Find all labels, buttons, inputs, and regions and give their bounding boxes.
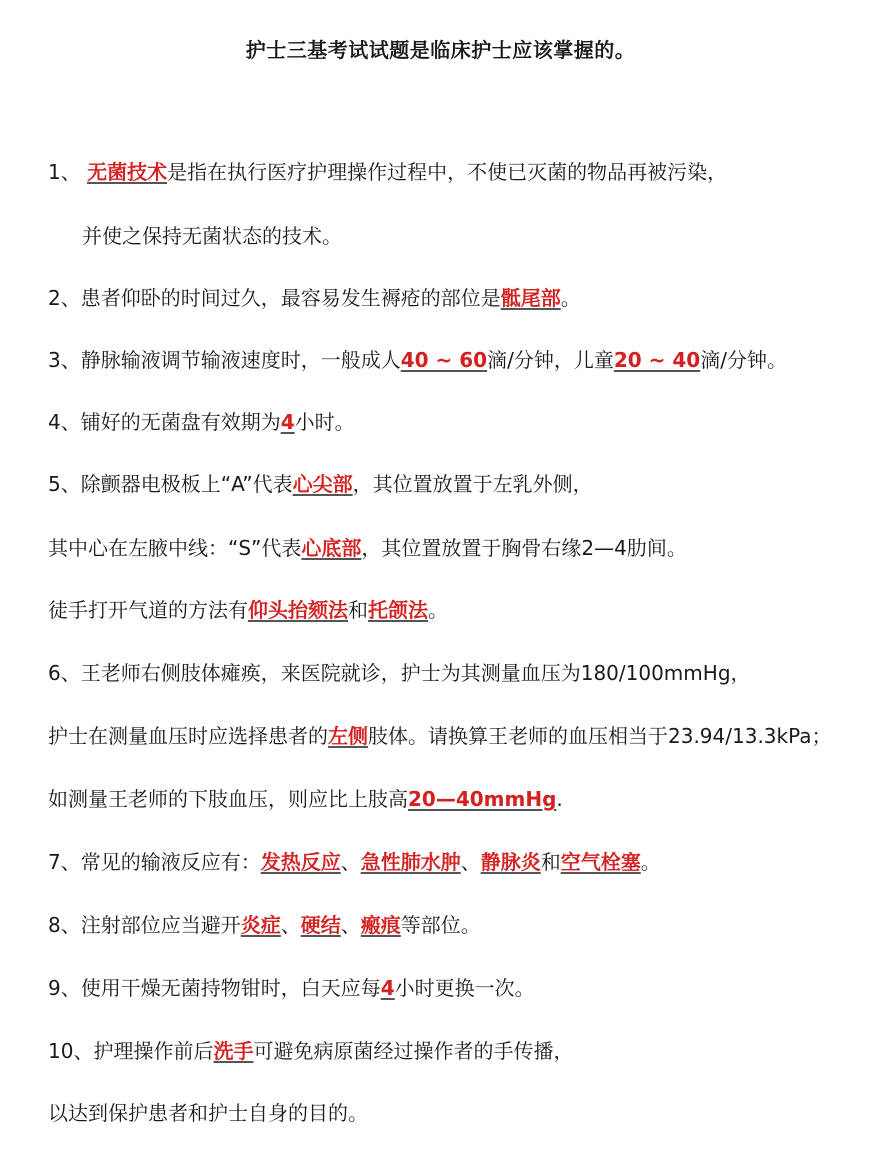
answer-keyword: 骶尾部 [500,286,561,310]
answer-keyword: 仰头抬颏法 [248,598,348,622]
question-text: 小时。 [294,410,355,434]
answer-keyword: 托颌法 [368,598,428,622]
question-line-q4 [48,408,871,436]
question-text: 。 [428,598,448,622]
answer-keyword: 炎症 [240,913,281,937]
question-text: 4、铺好的无菌盘有效期为 [48,410,281,434]
question-line-q7 [48,848,871,876]
question-text: 、 [280,913,301,937]
question-text: 1、 [48,160,88,184]
question-line-q5a [48,470,871,498]
question-text: 9、使用干燥无菌持物钳时，白天应每 [48,976,381,1000]
answer-keyword: 心底部 [301,536,362,560]
answer-keyword: 硬结 [300,913,341,937]
question-line-q6c [48,785,871,813]
question-line-q1a [48,158,871,186]
question-text: 。 [640,850,661,874]
question-line-q5b [48,534,871,562]
question-text: 和 [348,598,368,622]
question-text: 是指在执行医疗护理操作过程中，不使已灭菌的物品再被污染， [167,160,728,184]
question-text: 其中心在左腋中线：“S”代表 [48,536,302,560]
question-text: 并使之保持无菌状态的技术。 [82,224,342,248]
answer-keyword: 20 ~ 40 [613,348,701,372]
question-line-q3 [48,346,871,374]
question-text: 、 [340,913,361,937]
question-text: 可避免病原菌经过操作者的手传播， [253,1039,574,1063]
question-text: 5、除颤器电极板上“A”代表 [48,472,293,496]
answer-keyword: 40 ~ 60 [400,348,488,372]
question-line-q10a [48,1037,871,1065]
question-line-q6a [48,659,871,687]
question-text: 徒手打开气道的方法有 [48,598,248,622]
question-line-q1b [82,222,871,250]
question-text: 2、患者仰卧的时间过久，最容易发生褥疮的部位是 [48,286,501,310]
question-text: 肢体。请换算王老师的血压相当于23.94/13.3kPa； [368,724,832,748]
question-text: 、 [460,850,481,874]
answer-keyword: 左侧 [328,724,368,748]
answer-keyword: 20—40mmHg [408,787,557,811]
question-text: ，其位置放置于左乳外侧， [352,472,593,496]
question-line-q8 [48,911,871,939]
question-text: 7、常见的输液反应有： [48,850,261,874]
question-text: 等部位。 [400,913,481,937]
answer-keyword: 4 [380,976,395,1000]
question-text: . [556,787,563,811]
answer-keyword: 4 [280,410,295,434]
question-text: 10、护理操作前后 [48,1039,214,1063]
question-text: 8、注射部位应当避开 [48,913,241,937]
question-text: 以达到保护患者和护士自身的目的。 [48,1101,368,1125]
question-line-q2 [48,284,871,312]
question-line-q6b [48,722,871,750]
answer-keyword: 瘢痕 [360,913,401,937]
question-text: 和 [540,850,561,874]
page-title: 护士三基考试试题是临床护士应该掌握的。 [245,38,636,62]
answer-keyword: 无菌技术 [87,160,168,184]
question-text: 。 [560,286,581,310]
question-text: 6、王老师右侧肢体瘫痪，来医院就诊，护士为其测量血压为180/100mmHg， [48,661,751,685]
question-text: 滴/分钟，儿童 [487,348,614,372]
question-text: 滴/分钟。 [700,348,787,372]
question-line-q9 [48,974,871,1002]
answer-keyword: 心尖部 [292,472,353,496]
answer-keyword: 洗手 [213,1039,254,1063]
answer-keyword: 静脉炎 [480,850,541,874]
question-line-q5c [48,596,871,624]
question-text: 、 [340,850,361,874]
question-text: 3、静脉输液调节输液速度时，一般成人 [48,348,401,372]
answer-keyword: 急性肺水肿 [360,850,461,874]
question-text: 如测量王老师的下肢血压，则应比上肢高 [48,787,408,811]
question-text: ，其位置放置于胸骨右缘2—4肋间。 [361,536,687,560]
question-line-q10b [48,1099,871,1127]
answer-keyword: 空气栓塞 [560,850,641,874]
answer-keyword: 发热反应 [260,850,341,874]
question-text: 小时更换一次。 [394,976,535,1000]
question-text: 护士在测量血压时应选择患者的 [48,724,328,748]
